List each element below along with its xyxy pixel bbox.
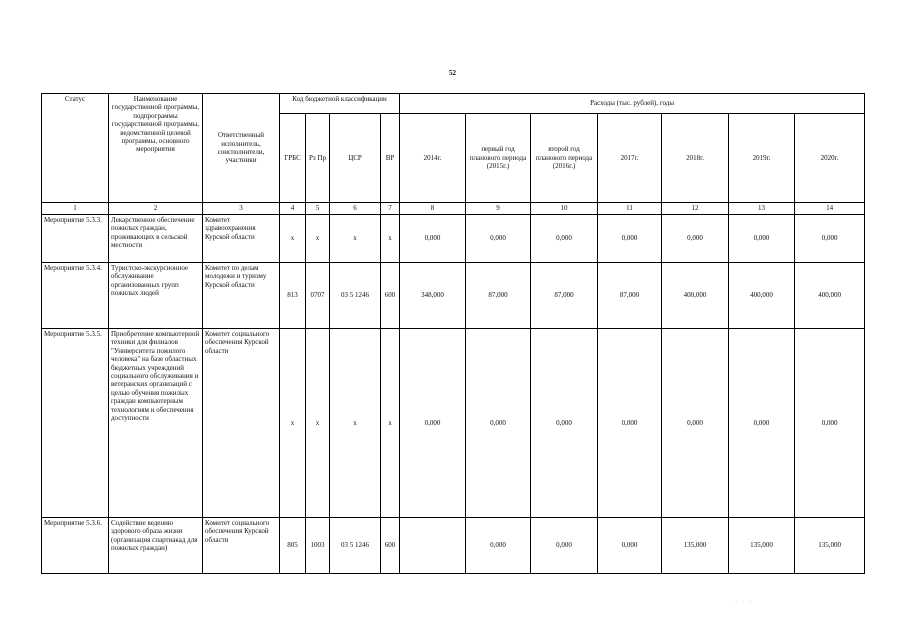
page-number: 52 [449, 69, 456, 77]
row-vr: x [381, 329, 400, 518]
column-number: 8 [400, 203, 466, 215]
row-name: Приобретение компьютерной техники для филиалов "Университета пожилого человека" на базе областных бюджетных учреждений социального обслуживания и ветеранских организаций с целью обучения пожилых граждан компьютерным технологиям и обеспечения доступности [109, 329, 203, 518]
scan-marks: · · · [735, 599, 754, 605]
row-value-2017: 0,000 [598, 215, 662, 263]
header-year-2018: 2018г. [662, 114, 729, 203]
row-csr: x [330, 329, 381, 518]
row-value-2014: 0,000 [400, 329, 466, 518]
row-status: Мероприятие 5.3.4. [42, 263, 109, 329]
column-number: 1 [42, 203, 109, 215]
budget-table [41, 93, 865, 574]
row-responsible: Комитет социального обеспечения Курской области [203, 329, 280, 518]
row-rzpr: x [306, 215, 330, 263]
column-number: 4 [280, 203, 306, 215]
column-number: 11 [598, 203, 662, 215]
row-value-2020: 400,000 [795, 263, 865, 329]
row-name: Туристско-экскурсионное обслуживание организованных групп пожилых людей [109, 263, 203, 329]
header-budget-code: Код бюджетной классификации [280, 94, 400, 114]
row-value-2016: 0,000 [531, 215, 598, 263]
row-csr: x [330, 215, 381, 263]
column-number: 5 [306, 203, 330, 215]
row-value-2019: 0,000 [729, 215, 795, 263]
header-status: Статус [42, 94, 109, 203]
header-year-2020: 2020г. [795, 114, 865, 203]
header-rzpr: Рз Пр [306, 114, 330, 203]
row-value-2017: 87,000 [598, 263, 662, 329]
header-year-2016: второй год планового периода (2016г.) [531, 114, 598, 203]
row-grbs: x [280, 329, 306, 518]
row-vr: x [381, 215, 400, 263]
row-value-2014: 348,000 [400, 263, 466, 329]
header-csr: ЦСР [330, 114, 381, 203]
row-value-2020: 0,000 [795, 329, 865, 518]
row-vr: 600 [381, 263, 400, 329]
row-value-2015: 0,000 [466, 329, 531, 518]
row-value-2016: 87,000 [531, 263, 598, 329]
row-value-2014: 0,000 [400, 215, 466, 263]
row-responsible: Комитет социального обеспечения Курской области [203, 518, 280, 574]
column-number: 14 [795, 203, 865, 215]
row-grbs: 805 [280, 518, 306, 574]
header-expenses: Расходы (тыс. рублей), годы [400, 94, 865, 114]
row-name: Лекарственное обеспечение пожилых граждан, проживающих в сельской местности [109, 215, 203, 263]
row-value-2016: 0,000 [531, 329, 598, 518]
column-number: 10 [531, 203, 598, 215]
row-value-2019: 400,000 [729, 263, 795, 329]
row-value-2019: 0,000 [729, 329, 795, 518]
row-value-2020: 135,000 [795, 518, 865, 574]
column-number-row [42, 203, 865, 215]
row-value-2014 [400, 518, 466, 574]
row-grbs: 813 [280, 263, 306, 329]
row-value-2017: 0,000 [598, 329, 662, 518]
row-value-2015: 0,000 [466, 215, 531, 263]
row-value-2017: 0,000 [598, 518, 662, 574]
column-number: 12 [662, 203, 729, 215]
table-row [42, 215, 865, 263]
column-number: 2 [109, 203, 203, 215]
table-row [42, 329, 865, 518]
column-number: 9 [466, 203, 531, 215]
column-number: 6 [330, 203, 381, 215]
row-value-2018: 400,000 [662, 263, 729, 329]
header-year-2015: первый год планового периода (2015г.) [466, 114, 531, 203]
row-value-2019: 135,000 [729, 518, 795, 574]
header-year-2017: 2017г. [598, 114, 662, 203]
row-responsible: Комитет здравоохранения Курской области [203, 215, 280, 263]
column-number: 13 [729, 203, 795, 215]
row-value-2018: 135,000 [662, 518, 729, 574]
row-value-2015: 87,000 [466, 263, 531, 329]
header-responsible: Ответственный исполнитель, соисполнители, участники [203, 94, 280, 203]
row-grbs: x [280, 215, 306, 263]
row-csr: 03 5 1246 [330, 518, 381, 574]
row-rzpr: 0707 [306, 263, 330, 329]
row-value-2016: 0,000 [531, 518, 598, 574]
header-year-2019: 2019г. [729, 114, 795, 203]
table-row [42, 263, 865, 329]
column-number: 3 [203, 203, 280, 215]
header-year-2014: 2014г. [400, 114, 466, 203]
row-value-2020: 0,000 [795, 215, 865, 263]
table-row [42, 518, 865, 574]
row-name: Содействие ведению здорового образа жизни (организация спартиакад для пожилых граждан) [109, 518, 203, 574]
row-value-2015: 0,000 [466, 518, 531, 574]
row-rzpr: 1003 [306, 518, 330, 574]
row-vr: 600 [381, 518, 400, 574]
row-csr: 03 5 1246 [330, 263, 381, 329]
header-grbs: ГРБС [280, 114, 306, 203]
row-rzpr: x [306, 329, 330, 518]
column-number: 7 [381, 203, 400, 215]
row-value-2018: 0,000 [662, 215, 729, 263]
row-value-2018: 0,000 [662, 329, 729, 518]
row-status: Мероприятие 5.3.6. [42, 518, 109, 574]
header-vr: ВР [381, 114, 400, 203]
header-program-name: Наименование государственной программы, подпрограммы государственной программы, ведомственной целевой программы, основного мероприятия [109, 94, 203, 203]
table-header [42, 94, 865, 215]
row-status: Мероприятие 5.3.3. [42, 215, 109, 263]
row-responsible: Комитет по делам молодежи и туризму Курской области [203, 263, 280, 329]
row-status: Мероприятие 5.3.5. [42, 329, 109, 518]
